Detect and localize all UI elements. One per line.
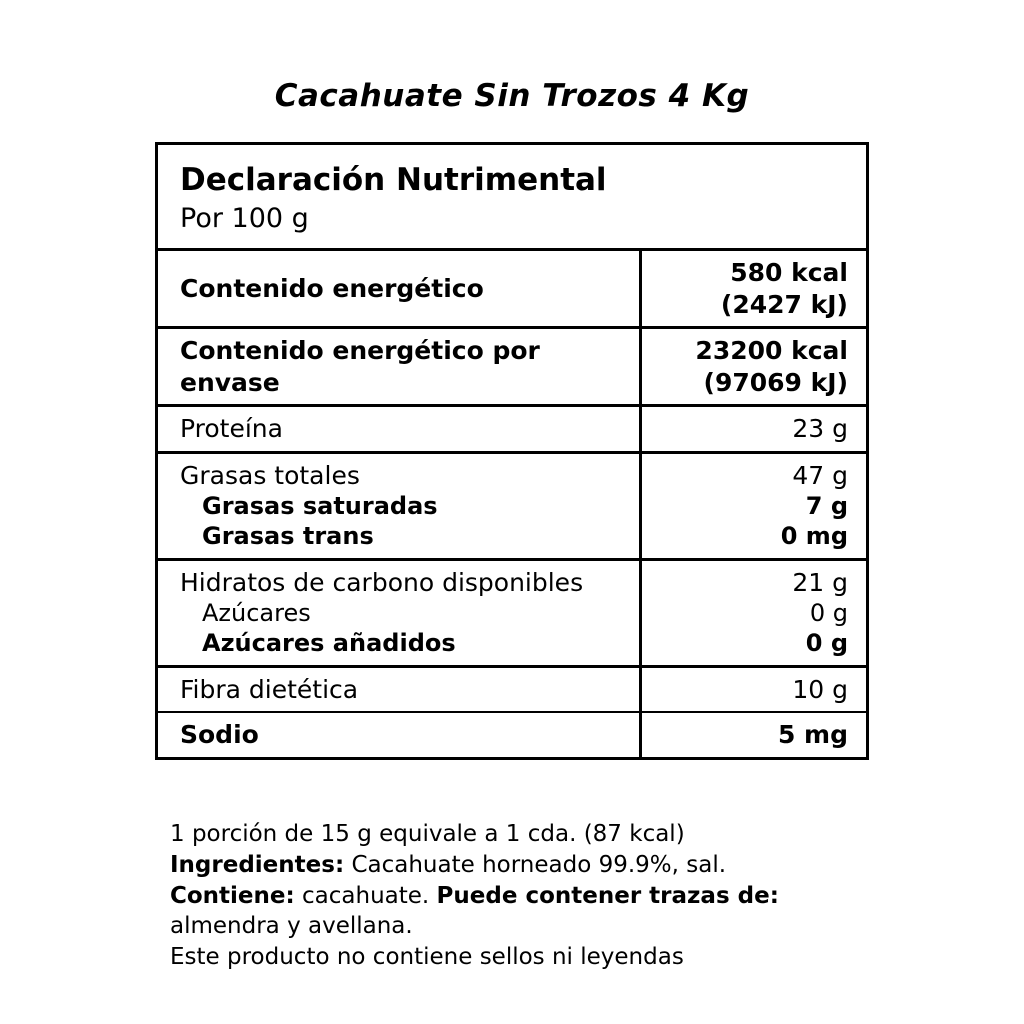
nutrient-value-added-sugars: 0 g (805, 629, 848, 658)
nutrient-value: 5 mg (777, 720, 848, 750)
nutrient-value-cell (639, 329, 866, 404)
nutrient-label-cell (158, 668, 639, 712)
nutrient-sublabel-saturated: Grasas saturadas (202, 492, 438, 521)
nutrient-label-cell (158, 251, 639, 326)
nutrient-value-cell (639, 668, 866, 712)
nutrient-value-cell (639, 251, 866, 326)
nutrient-sublabel-sugars: Azúcares (202, 599, 311, 628)
nutrient-label: Contenido energético por envase (180, 336, 540, 397)
nutrient-label-cell (158, 329, 639, 404)
nutrient-rows (158, 248, 866, 756)
portion-note: 1 porción de 15 g equivale a 1 cda. (87 kcal) (170, 821, 685, 847)
nutrient-label-cell (158, 454, 639, 558)
nutrient-value: 10 g (792, 674, 848, 704)
nutrient-label: Grasas totales (180, 460, 360, 490)
nutrient-label-cell (158, 713, 639, 757)
contains-line (170, 882, 870, 942)
nutrient-label: Fibra dietética (180, 674, 359, 704)
table-row (158, 561, 866, 668)
nutrient-label: Sodio (180, 720, 259, 750)
nutrient-value: 21 g (792, 567, 848, 597)
seals-note: Este producto no contiene sellos ni leyendas (170, 943, 684, 970)
contains-text: cacahuate. (302, 882, 430, 909)
may-contain-label: Puede contener trazas de: (436, 882, 779, 909)
nutrient-label-cell (158, 407, 639, 451)
panel-heading: Declaración Nutrimental (180, 162, 607, 198)
table-row (158, 713, 866, 757)
nutrient-value-kcal: 23200 kcal (695, 336, 848, 366)
nutrient-label: Proteína (180, 414, 283, 444)
serving-basis: Por 100 g (180, 203, 309, 235)
nutrient-label-cell (158, 561, 639, 665)
nutrient-sublabel-trans: Grasas trans (202, 522, 374, 551)
nutrient-value: 47 g (792, 460, 848, 490)
nutrient-value-cell (639, 713, 866, 757)
table-row (158, 454, 866, 561)
nutrient-value-trans: 0 mg (780, 522, 848, 551)
ingredients-text: Cacahuate horneado 99.9%, sal. (351, 851, 727, 878)
nutrient-value: 23 g (792, 414, 848, 444)
nutrient-value-kj: (2427 kJ) (720, 289, 848, 319)
nutrient-value-kj: (97069 kJ) (703, 367, 848, 397)
contains-label: Contiene: (170, 882, 295, 909)
ingredients-label: Ingredientes: (170, 851, 345, 878)
nutrient-label: Contenido energético (180, 273, 484, 303)
nutrient-value-sugars: 0 g (809, 599, 848, 628)
footnotes (170, 820, 870, 973)
table-row (158, 329, 866, 407)
nutrient-value-cell (639, 561, 866, 665)
ingredients-line (170, 851, 870, 881)
nutrient-label: Hidratos de carbono disponibles (180, 567, 584, 597)
table-row (158, 251, 866, 329)
nutrient-sublabel-added-sugars: Azúcares añadidos (202, 629, 456, 658)
nutrient-value-cell (639, 454, 866, 558)
nutrition-facts-panel (155, 142, 869, 760)
nutrient-value-kcal: 580 kcal (730, 258, 848, 288)
nutrient-value-saturated: 7 g (805, 492, 848, 521)
table-row (158, 668, 866, 714)
nutrient-value-cell (639, 407, 866, 451)
page-title: Cacahuate Sin Trozos 4 Kg (274, 78, 750, 114)
table-row (158, 407, 866, 454)
may-contain-text: almendra y avellana. (170, 912, 413, 939)
panel-header (158, 145, 866, 248)
